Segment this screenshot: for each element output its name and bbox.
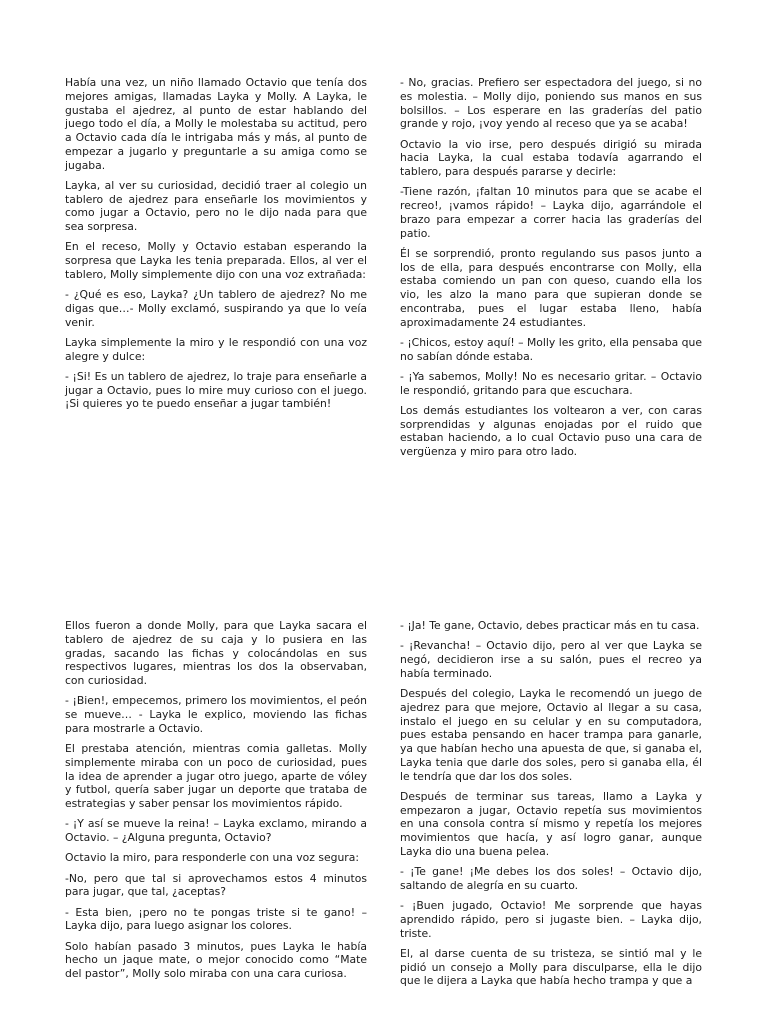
paragraph: Ellos fueron a donde Molly, para que Layka sacara el tablero de ajedrez de su caja y lo pusiera en las gradas, sacando las fichas y colocándolas en sus respectivos lugares, mientras los dos la observaban, con curiosidad. [65,619,367,687]
paragraph: Después del colegio, Layka le recomendó un juego de ajedrez para que mejore, Octavio al llegar a su casa, instalo el juego en su celular y en su computadora, pues estaba pensando en hacer trampa para ganarle, ya que habían hecho una apuesta de que, si ganaba el, Layka tenia que darle dos soles, pero si ganaba ella, él le tendría que dar los dos soles. [400,687,702,783]
paragraph: Layka simplemente la miro y le respondió con una voz alegre y dulce: [65,335,367,363]
paragraph: Solo habían pasado 3 minutos, pues Layka le había hecho un jaque mate, o mejor conocido como “Mate del pastor”, Molly solo miraba con una cara curiosa. [65,939,367,980]
paragraph: En el receso, Molly y Octavio estaban esperando la sorpresa que Layka les tenia preparada. Ellos, al ver el tablero, Molly simplemente dijo con una voz extrañada: [65,240,367,281]
paragraph: Había una vez, un niño llamado Octavio que tenía dos mejores amigas, llamadas Layka y Molly. A Layka, le gustaba el ajedrez, al punto de estar hablando del juego todo el día, a Molly le molestaba su actitud, pero a Octavio cada día le intrigaba más y más, al punto de empezar a jugarlo y preguntarle a su amiga como se jugaba. [65,76,367,172]
paragraph: - ¡Ya sabemos, Molly! No es necesario gritar. – Octavio le respondió, gritando para que escuchara. [400,369,702,397]
page-top-right-column [400,76,702,465]
page-top-left-column [65,76,367,418]
paragraph: - Esta bien, ¡pero no te pongas triste si te gano! – Layka dijo, para luego asignar los colores. [65,905,367,933]
paragraph: - ¡Si! Es un tablero de ajedrez, lo traje para enseñarle a jugar a Octavio, pues lo mire muy curioso con el juego. ¡Si quieres yo te puedo enseñar a jugar también! [65,369,367,411]
paragraph: - ¿Qué es eso, Layka? ¿Un tablero de ajedrez? No me digas que…- Molly exclamó, suspirando ya que lo veía venir. [65,288,367,329]
paragraph: -Tiene razón, ¡faltan 10 minutos para que se acabe el recreo!, ¡vamos rápido! – Layka dijo, agarrándole el brazo para empezar a correr hacia las graderías del patio. [400,185,702,240]
paragraph: Él se sorprendió, pronto regulando sus pasos junto a los de ella, para después encontrarse con Molly, ella estaba comiendo un pan con queso, cuando ella los vio, les alzo la mano para que supieran donde se encontraba, pues el lugar estaba lleno, había aproximadamente 24 estudiantes. [400,246,702,329]
paragraph: Octavio la miro, para responderle con una voz segura: [65,851,359,865]
paragraph: Layka, al ver su curiosidad, decidió traer al colegio un tablero de ajedrez para enseñarle los movimientos y como jugar a Octavio, pero no le dijo nada para que sea sorpresa. [65,178,367,233]
paragraph: El, al darse cuenta de su tristeza, se sintió mal y le pidió un consejo a Molly para disculparse, ella le dijo que le dijera a Layka que había hecho trampa y que a [400,946,702,988]
paragraph: - ¡Revancha! – Octavio dijo, pero al ver que Layka se negó, decidieron irse a su salón, pues el recreo ya había terminado. [400,639,702,680]
paragraph: Los demás estudiantes los voltearon a ver, con caras sorprendidas y algunas enojadas por el ruido que estaban haciendo, a lo cual Octavio puso una cara de vergüenza y miro para otro lado. [400,403,702,458]
paragraph: - ¡Ja! Te gane, Octavio, debes practicar más en tu casa. [400,619,700,632]
paragraph: Octavio la vio irse, pero después dirigió su mirada hacia Layka, la cual estaba todavía agarrando el tablero, para después pararse y decirle: [400,137,702,178]
page-bottom-right-column [400,619,702,995]
paragraph: Después de terminar sus tareas, llamo a Layka y empezaron a jugar, Octavio repetía sus movimientos en una consola contra sí mismo y repetía los mejores movimientos que hacía, y así logro ganar, aunque Layka dio una buena pelea. [400,789,702,858]
paragraph: -No, pero que tal si aprovechamos estos 4 minutos para jugar, que tal, ¿aceptas? [65,871,367,899]
paragraph: - ¡Y así se mueve la reina! – Layka exclamo, mirando a Octavio. – ¿Alguna pregunta, Octavio? [65,817,367,844]
paragraph: - ¡Buen jugado, Octavio! Me sorprende que hayas aprendido rápido, pero si jugaste bien. – Layka dijo, triste. [400,899,702,940]
paragraph: - ¡Bien!, empecemos, primero los movimientos, el peón se mueve… - Layka le explico, moviendo las fichas para mostrarle a Octavio. [65,694,367,735]
paragraph: El prestaba atención, mientras comia galletas. Molly simplemente miraba con un poco de curiosidad, pues la idea de aprender a jugar otro juego, aparte de vóley y futbol, quería saber jugar un deporte que trataba de estrategias y saber pensar los movimientos rápido. [65,742,367,810]
page-bottom-left-column [65,619,367,987]
paragraph: - ¡Te gane! ¡Me debes los dos soles! – Octavio dijo, saltando de alegría en su cuarto. [400,865,702,892]
paragraph: - No, gracias. Prefiero ser espectadora del juego, si no es molestia. – Molly dijo, poniendo sus manos en sus bolsillos. – Los esperare en las graderías del patio grande y rojo, ¡voy yendo al receso que ya se acaba! [400,76,702,131]
paragraph: - ¡Chicos, estoy aquí! – Molly les grito, ella pensaba que no sabían dónde estaba. [400,335,702,363]
